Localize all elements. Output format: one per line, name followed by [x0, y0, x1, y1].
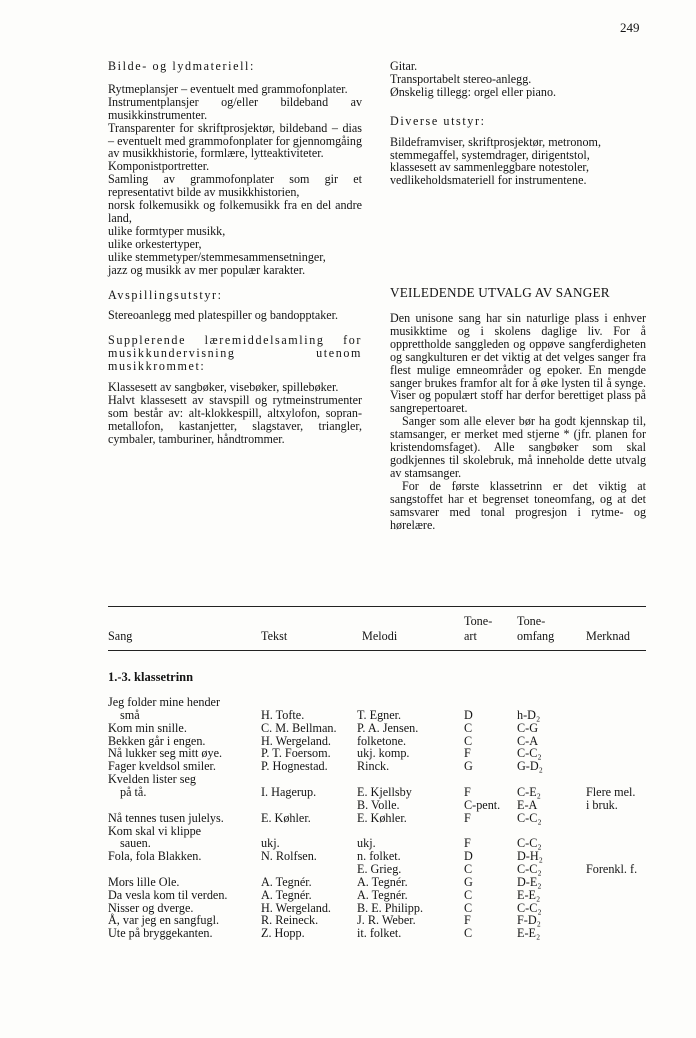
paragraph-unisone-sang: Den unisone sang har sin naturlige plass i enhver musikktime og i skolens daglige liv. For å opprettholde sanggleden og oppøve sangferdigheten og sangkulturen er det viktig at det velges sanger fra flest mulige emneområder og epoker. En mengde sanger brukes framfor alt for å øke lysten til å synge. Viser og populært stoff har derfor berettiget plass på sangrepertoaret.: [390, 311, 646, 416]
right-column: [390, 60, 646, 187]
cell-merknad: Forenkl. f.: [586, 862, 638, 877]
cell-toneart: C: [464, 900, 473, 915]
cell-toneomfang: C-C₂: [517, 746, 542, 761]
cell-melodi: E. Køhler.: [357, 810, 407, 825]
cell-merknad: i bruk.: [586, 797, 618, 812]
cell-melodi: E. Kjellsby: [357, 784, 412, 799]
cell-melodi: E. Grieg.: [357, 862, 402, 877]
cell-toneart: C: [464, 733, 473, 748]
header-toneart-2: art: [464, 629, 477, 643]
cell-sang: Å, var jeg en sangfugl.: [108, 913, 220, 928]
cell-sang: små: [120, 707, 140, 722]
cell-sang: Kom min snille.: [108, 720, 187, 735]
cell-merknad: Flere mel.: [586, 784, 636, 799]
cell-toneart: G: [464, 874, 473, 889]
cell-toneart: C: [464, 887, 473, 902]
cell-toneomfang: D-E₂: [517, 874, 542, 889]
list-item: norsk folkemusikk og folkemusikk fra en del andre land,: [108, 198, 362, 225]
cell-tekst: N. Rolfsen.: [261, 849, 317, 864]
list-item: ulike orkestertyper,: [108, 236, 202, 251]
cell-toneomfang: E-A: [517, 797, 538, 812]
heading-avspillingsutstyr: Avspillingsutstyr:: [108, 287, 223, 302]
list-item: ulike formtyper musikk,: [108, 223, 226, 238]
header-toneomfang-2: omfang: [517, 629, 555, 643]
cell-toneart: G: [464, 759, 473, 774]
cell-melodi: ukj.: [357, 836, 376, 851]
cell-toneomfang: D-H₂: [517, 849, 543, 864]
cell-toneart: C-pent.: [464, 797, 501, 812]
cell-tekst: H. Wergeland.: [261, 900, 331, 915]
text-line: Gitar.: [390, 59, 418, 73]
cell-toneart: C: [464, 720, 473, 735]
paragraph-klassesett: Klassesett av sangbøker, visebøker, spillebøker.: [108, 380, 339, 395]
cell-tekst: A. Tegnér.: [261, 887, 312, 902]
cell-melodi: J. R. Weber.: [357, 913, 416, 928]
cell-melodi: Rinck.: [357, 759, 390, 774]
heading-bilde-lydmateriell: Bilde- og lydmateriell:: [108, 59, 255, 73]
cell-sang: Kvelden lister seg: [108, 772, 196, 787]
table-header-rule: [108, 650, 646, 651]
cell-tekst: Z. Hopp.: [261, 926, 305, 941]
header-sang: Sang: [108, 629, 133, 643]
cell-toneart: F: [464, 810, 471, 825]
cell-tekst: C. M. Bellman.: [261, 720, 337, 735]
left-column: [108, 60, 362, 446]
cell-sang: Da vesla kom til verden.: [108, 887, 228, 902]
cell-tekst: H. Tofte.: [261, 707, 305, 722]
cell-toneomfang: C-E₂: [517, 784, 541, 799]
cell-toneart: F: [464, 784, 471, 799]
grade-heading: 1.-3. klassetrinn: [108, 670, 194, 684]
cell-sang: Bekken går i engen.: [108, 733, 206, 748]
cell-sang: på tå.: [120, 784, 147, 799]
cell-melodi: folketone.: [357, 733, 407, 748]
cell-melodi: A. Tegnér.: [357, 874, 408, 889]
cell-toneomfang: E-E₂: [517, 887, 541, 902]
paragraph-halvt-klassesett: Halvt klassesett av stavspill og rytmeinstrumenter som består av: alt-klokkespill, altxylofon, sopran-metallofon, kastanjetter, slagstaver, triangler, cymbaler, tamburiner, håndtrommer.: [108, 392, 362, 446]
cell-tekst: A. Tegnér.: [261, 874, 312, 889]
cell-melodi: ukj. komp.: [357, 746, 410, 761]
cell-tekst: P. T. Foersom.: [261, 746, 331, 761]
cell-toneart: D: [464, 849, 473, 864]
cell-melodi: A. Tegnér.: [357, 887, 408, 902]
cell-toneart: F: [464, 836, 471, 851]
text-line: Ønskelig tillegg: orgel eller piano.: [390, 84, 557, 99]
cell-melodi: n. folket.: [357, 849, 401, 864]
cell-sang: Fola, fola Blakken.: [108, 849, 202, 864]
cell-sang: Mors lille Ole.: [108, 874, 180, 889]
cell-toneomfang: C-C₂: [517, 900, 542, 915]
paragraph-rytmeplansjer: Rytmeplansjer – eventuelt med grammofonplater.: [108, 81, 348, 96]
cell-melodi: it. folket.: [357, 926, 402, 941]
cell-tekst: H. Wergeland.: [261, 733, 331, 748]
cell-toneomfang: h-D₂: [517, 707, 541, 722]
cell-toneomfang: C-C₂: [517, 810, 542, 825]
cell-toneomfang: G-D₂: [517, 759, 543, 774]
paragraph-stamsanger: Sanger som alle elever bør ha godt kjennskap til, stamsanger, er merket med stjerne * (jfr. planen for kristendomsfaget). Alle sangbøker som skal godkjennes til skolebruk, må inneholde dette utvalg av stamsanger.: [390, 414, 646, 480]
cell-toneomfang: C-A: [517, 733, 538, 748]
paragraph-instrumentplansjer: Instrumentplansjer og/eller bildeband av musikkinstrumenter.: [108, 94, 362, 122]
cell-toneomfang: E-E₂: [517, 926, 541, 941]
cell-toneart: F: [464, 913, 471, 928]
cell-sang: Jeg folder mine hender: [108, 695, 221, 709]
header-merknad: Merknad: [586, 629, 630, 643]
cell-sang: sauen.: [120, 836, 151, 851]
heading-diverse-utstyr: Diverse utstyr:: [390, 113, 486, 128]
header-toneart-1: Tone-: [464, 614, 493, 628]
list-item: ulike stemmetyper/stemmesammensetninger,: [108, 249, 326, 264]
list-item: jazz og musikk av mer populær karakter.: [108, 262, 306, 277]
cell-toneart: C: [464, 926, 473, 941]
cell-melodi: T. Egner.: [357, 707, 402, 722]
cell-tekst: E. Køhler.: [261, 810, 311, 825]
page-number: 249: [620, 20, 640, 35]
cell-toneomfang: C-G: [517, 720, 538, 735]
cell-tekst: P. Hognestad.: [261, 759, 328, 774]
cell-sang: Ute på bryggekanten.: [108, 926, 213, 941]
text-line: Transportabelt stereo-anlegg.: [390, 71, 532, 86]
header-toneomfang-1: Tone-: [517, 614, 546, 628]
cell-sang: Nå tennes tusen julelys.: [108, 810, 224, 825]
intro-text: [390, 312, 646, 531]
paragraph-forste-klassetrinn: For de første klassetrinn er det viktig at sangstoffet har et begrenset toneomfang, og at det samsvarer med tonal progresjon i rytme- og hørelære.: [390, 478, 646, 532]
paragraph-transparenter: Transparenter for skriftprosjektør, bildeband – dias – eventuelt med grammofonplater for gjennomgåing av musikkhistorie, formlære, lytteaktiviteter.: [108, 120, 362, 161]
cell-sang: Fager kveldsol smiler.: [108, 759, 216, 774]
cell-melodi: B. E. Philipp.: [357, 900, 424, 915]
cell-tekst: ukj.: [261, 836, 280, 851]
cell-tekst: I. Hagerup.: [261, 784, 317, 799]
header-melodi: Melodi: [362, 629, 398, 643]
section-title: VEILEDENDE UTVALG AV SANGER: [390, 285, 610, 300]
cell-sang: Nisser og dverge.: [108, 900, 194, 915]
cell-toneomfang: C-C₂: [517, 836, 542, 851]
cell-melodi: B. Volle.: [357, 797, 400, 812]
cell-sang: Nå lukker seg mitt øye.: [108, 746, 223, 761]
header-tekst: Tekst: [261, 629, 288, 643]
cell-toneart: F: [464, 746, 471, 761]
cell-toneomfang: C-C₂: [517, 862, 542, 877]
table-top-rule: [108, 606, 646, 607]
paragraph-komponistportretter: Komponistportretter.: [108, 159, 210, 174]
cell-tekst: R. Reineck.: [261, 913, 319, 928]
cell-sang: Kom skal vi klippe: [108, 823, 202, 838]
paragraph-diverse-utstyr: Bildeframviser, skriftprosjektør, metronom, stemmegaffel, systemdrager, dirigentstol, klassesett av sammenleggbare notestoler, vedlikeholdsmateriell for instrumentene.: [390, 134, 601, 188]
paragraph-samling: Samling av grammofonplater som gir et representativt bilde av musikkhistorien,: [108, 172, 362, 200]
cell-toneart: C: [464, 862, 473, 877]
cell-melodi: P. A. Jensen.: [357, 720, 419, 735]
cell-toneomfang: F-D₂: [517, 913, 541, 928]
paragraph-stereoanlegg: Stereoanlegg med platespiller og bandopptaker.: [108, 308, 339, 323]
heading-supplerende: Supplerende læremiddelsamling for musikkundervisning utenom musikkrommet:: [108, 333, 362, 374]
cell-toneart: D: [464, 707, 473, 722]
